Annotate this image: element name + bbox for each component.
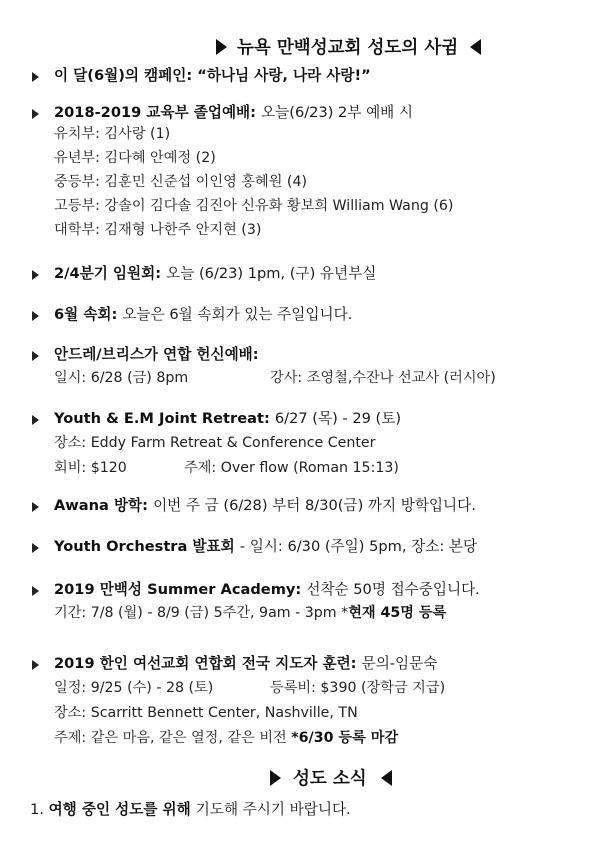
summer-academy-text: 선착순 50명 접수중입니다. xyxy=(306,581,480,598)
page-header xyxy=(216,34,481,59)
summer-academy-label: 2019 만백성 Summer Academy: xyxy=(54,581,307,598)
youth-retreat-text: 6/27 (목) - 29 (토) xyxy=(274,410,402,427)
news-header xyxy=(270,765,392,790)
triangle-left-icon xyxy=(470,39,481,55)
graduation-line xyxy=(54,103,413,122)
women-training-deadline: *6/30 등록 마감 xyxy=(291,730,399,746)
graduation-label: 2018-2019 교육부 졸업예배: xyxy=(54,104,262,121)
awana-line xyxy=(54,496,476,515)
awana-text: 이번 주 금 (6/28) 부터 8/30(금) 까지 방학입니다. xyxy=(153,497,476,514)
summer-academy-period-line xyxy=(54,604,446,623)
bullet-icon xyxy=(32,502,39,512)
youth-retreat-theme: 주제: Over flow (Roman 15:13) xyxy=(184,460,399,476)
women-training-theme: 주제: 같은 마음, 같은 열정, 같은 비전 xyxy=(54,730,292,746)
bullet-icon xyxy=(32,270,39,280)
triangle-right-icon xyxy=(270,770,281,786)
officers-line xyxy=(54,264,376,283)
campaign-line xyxy=(54,66,371,85)
news-title: 성도 소식 xyxy=(293,769,367,789)
bullet-icon xyxy=(32,660,39,670)
awana-label: Awana 방학: xyxy=(54,497,154,514)
women-training-theme-line xyxy=(54,729,398,748)
andre-label: 안드레/브리스가 연합 헌신예배: xyxy=(54,346,259,363)
june-meeting-line xyxy=(54,305,352,324)
women-training-place: 장소: Scarritt Bennett Center, Nashville, TN xyxy=(54,705,358,721)
andre-speaker: 강사: 조영철,수잔나 선교사 (러시아) xyxy=(270,370,496,386)
orchestra-label: Youth Orchestra 발표회 xyxy=(54,538,240,555)
women-training-fee: 등록비: $390 (장학금 지급) xyxy=(270,680,446,696)
officers-text: 오늘 (6/23) 1pm, (구) 유년부실 xyxy=(166,265,377,282)
june-meeting-text: 오늘은 6월 속회가 있는 주일입니다. xyxy=(122,306,353,323)
page-title: 뉴욕 만백성교회 성도의 사귐 xyxy=(237,38,459,58)
bullet-icon xyxy=(32,109,39,119)
youth-retreat-place: 장소: Eddy Farm Retreat & Conference Center xyxy=(54,435,376,451)
women-training-line xyxy=(54,654,437,673)
news-item-1-num: 1. xyxy=(30,801,44,818)
summer-academy-line xyxy=(54,580,480,599)
bullet-icon xyxy=(32,351,39,361)
orchestra-line xyxy=(54,537,477,556)
women-training-label: 2019 한인 여선교회 연합회 전국 지도자 훈련: xyxy=(54,655,362,672)
orchestra-text: - 일시: 6/30 (주일) 5pm, 장소: 본당 xyxy=(239,538,478,555)
campaign-text: “하나님 사랑, 나라 사랑!” xyxy=(197,67,371,84)
graduation-elementary: 유년부: 김다혜 안예정 (2) xyxy=(54,150,216,166)
officers-label: 2/4분기 임원회: xyxy=(54,265,167,282)
graduation-text: 오늘(6/23) 2부 예배 시 xyxy=(261,104,414,121)
triangle-left-icon xyxy=(381,770,392,786)
bullet-icon xyxy=(32,311,39,321)
june-meeting-label: 6월 속회: xyxy=(54,306,123,323)
bullet-icon xyxy=(32,72,39,82)
summer-academy-period: 기간: 7/8 (월) - 8/9 (금) 5주간, 9am - 3pm * xyxy=(54,605,349,621)
andre-line xyxy=(54,345,259,364)
bullet-icon xyxy=(32,586,39,596)
women-training-schedule: 일정: 9/25 (수) - 28 (토) xyxy=(54,680,214,696)
graduation-middle: 중등부: 김훈민 신준섭 이인영 홍혜원 (4) xyxy=(54,174,308,190)
women-training-text: 문의-임문숙 xyxy=(361,655,438,672)
graduation-high: 고등부: 강솔이 김다솔 김진아 신유화 황보희 William Wang (6) xyxy=(54,198,454,214)
bullet-icon xyxy=(32,543,39,553)
graduation-college: 대학부: 김재형 나한주 안지현 (3) xyxy=(54,222,262,238)
news-item-1-line xyxy=(30,800,351,819)
triangle-right-icon xyxy=(216,39,227,55)
campaign-label: 이 달(6월)의 캠페인: xyxy=(54,67,198,84)
summer-academy-status: 현재 45명 등록 xyxy=(348,605,447,621)
youth-retreat-fee: 회비: $120 xyxy=(54,460,127,476)
graduation-kinder: 유치부: 김사랑 (1) xyxy=(54,126,171,142)
andre-date: 일시: 6/28 (금) 8pm xyxy=(54,370,189,386)
youth-retreat-line xyxy=(54,409,401,428)
news-item-1-text: 기도해 주시기 바랍니다. xyxy=(195,801,351,818)
bullet-icon xyxy=(32,415,39,425)
youth-retreat-label: Youth & E.M Joint Retreat: xyxy=(54,410,275,427)
news-item-1-bold: 여행 중인 성도를 위해 xyxy=(48,801,196,818)
